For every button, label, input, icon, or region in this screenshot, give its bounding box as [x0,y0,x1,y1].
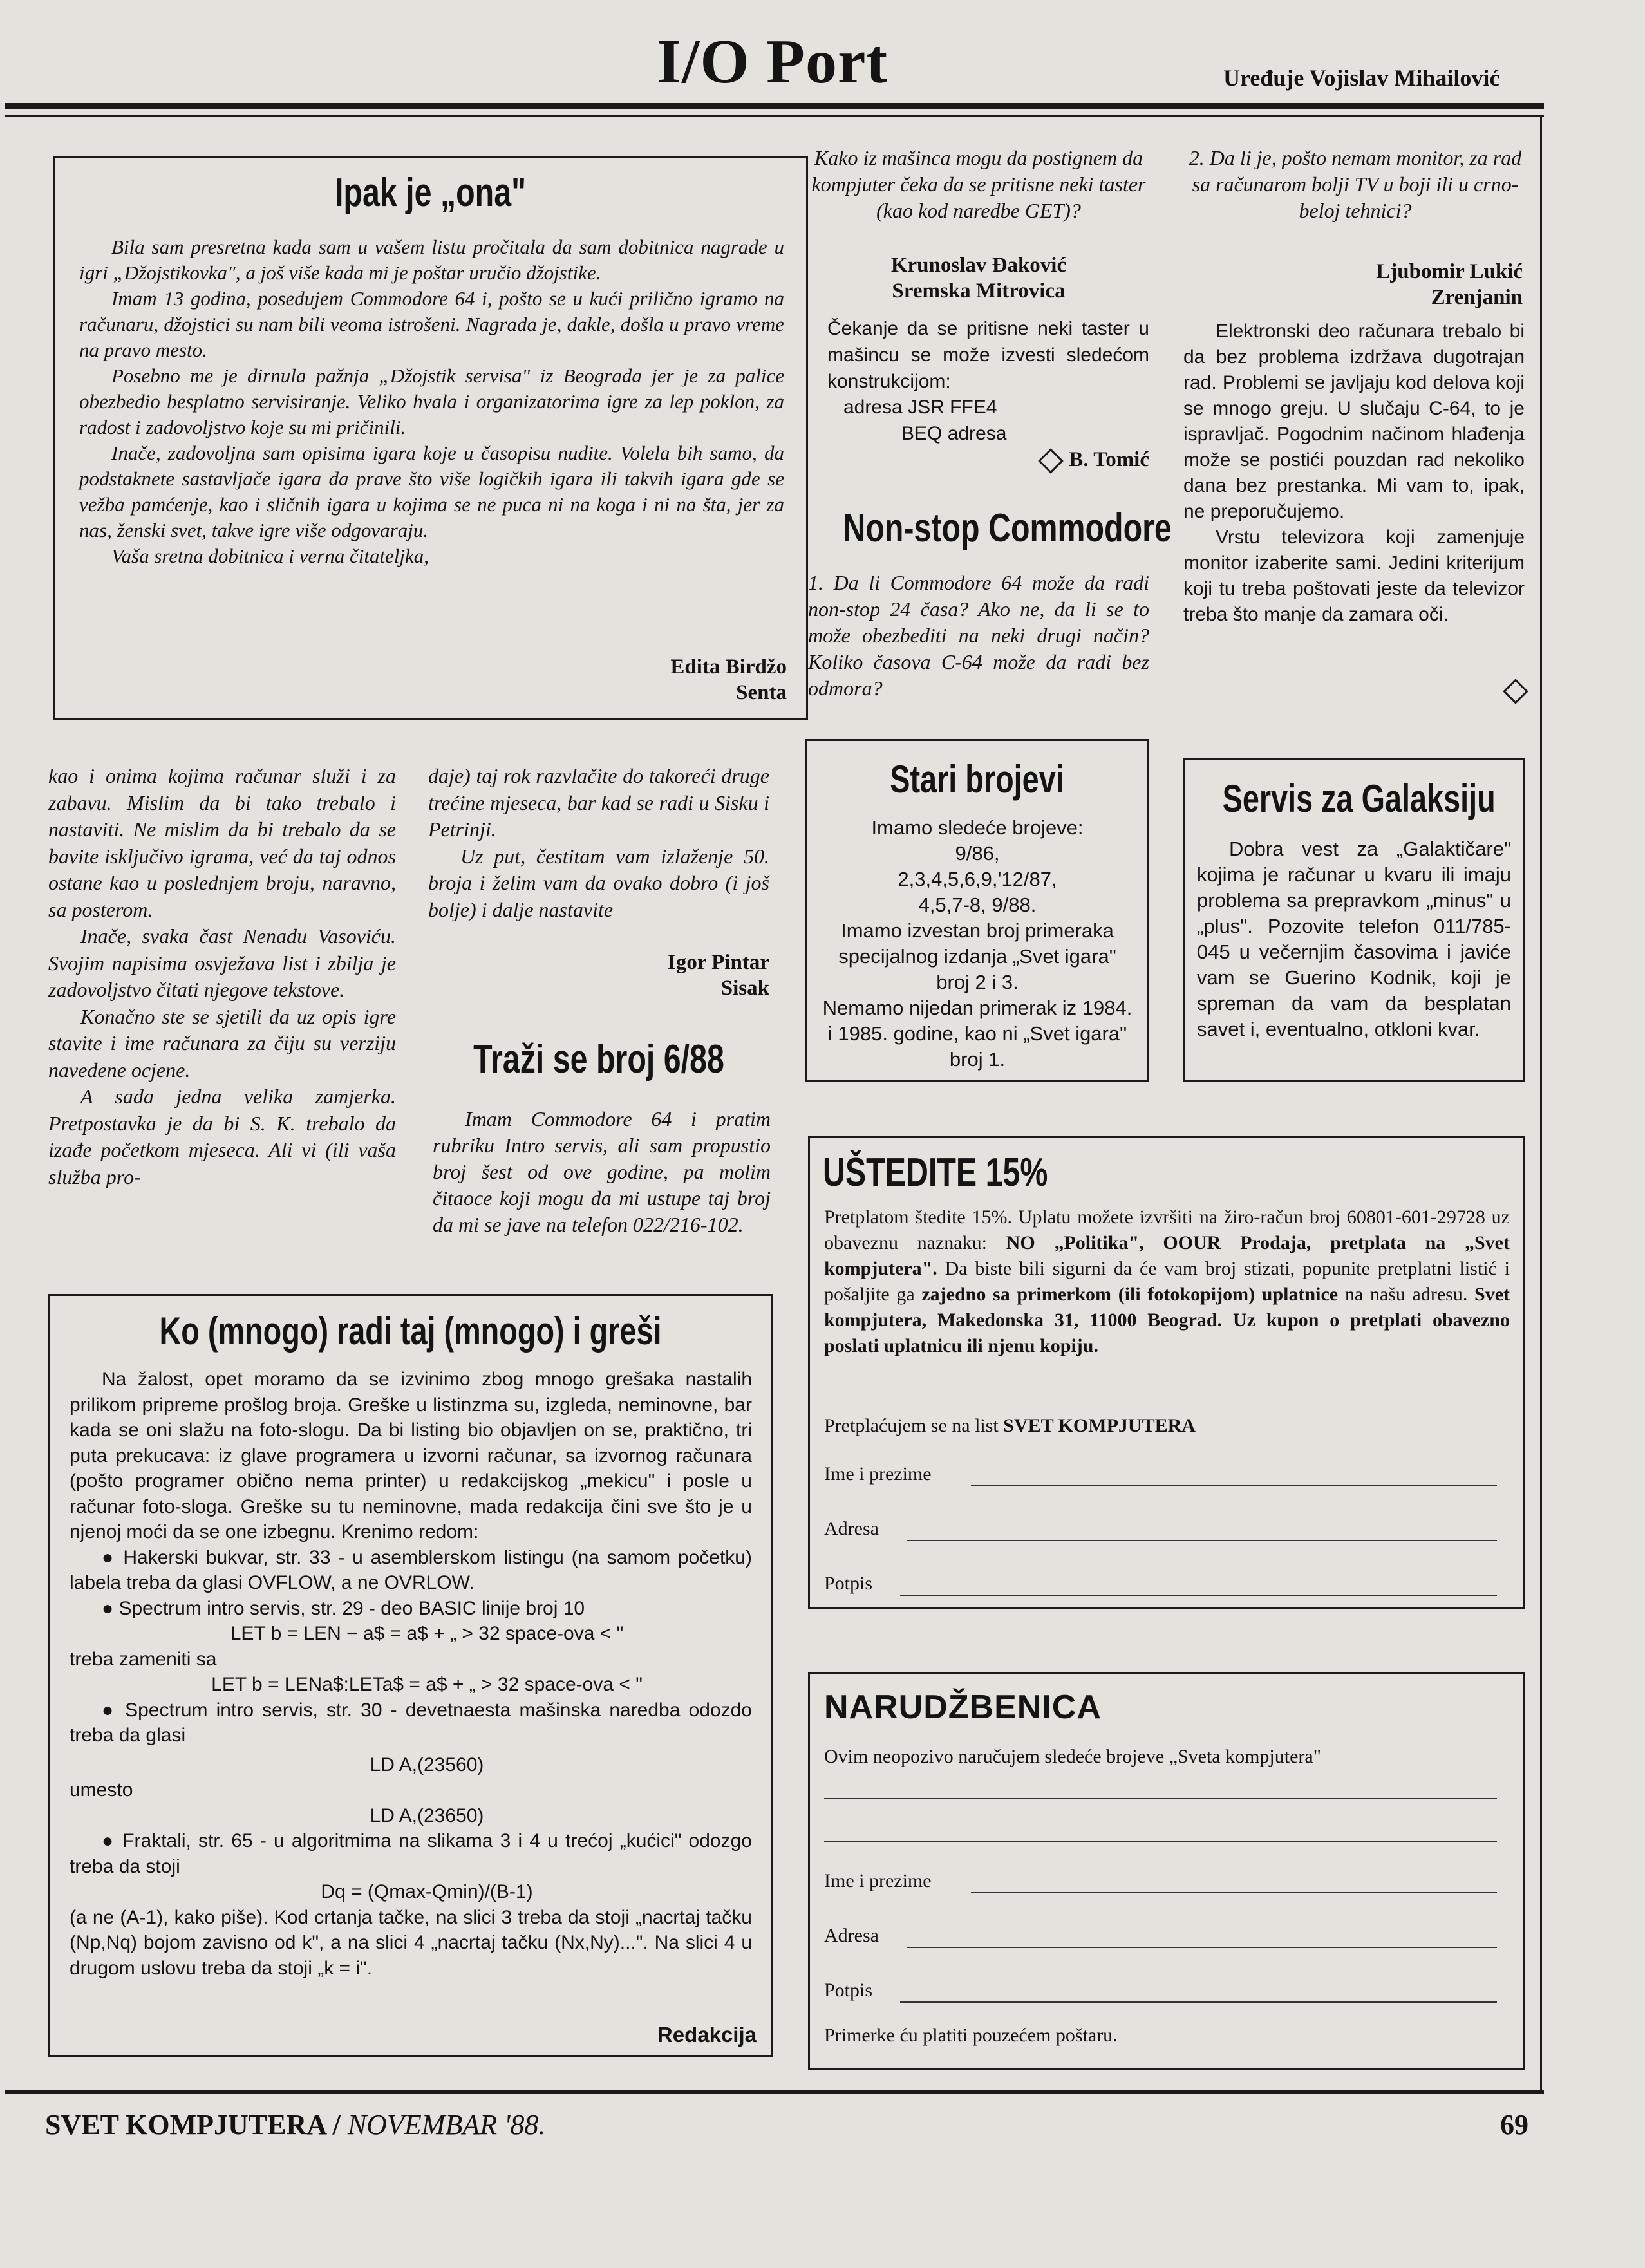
ustedite-body [824,1204,1510,1359]
paragraph: Inače, svaka čast Nenadu Vasoviću. Svojim napisima osvježava list i zbilja je zadovoljstvo čitati njegove tekstove. [48,924,396,1001]
item-text: Fraktali, str. 65 - u algoritmima na slikama 3 i 4 u trećoj „kućici" odozgo treba da stoji [70,1830,752,1877]
signature-name: Ljubomir Lukić [1376,260,1523,283]
masinac-answer: Čekanje da se pritisne neki taster u mašincu se može izvesti sledećom konstrukcijom: [827,318,1149,392]
signature-city: Senta [736,681,787,704]
bottom-rule [5,2090,1544,2094]
masinac-signature [805,252,1152,304]
trazi-body [433,1106,771,1238]
paragraph: Inače, zadovoljna sam opisima igara koje u časopisu nudite. Volela bih samo, da podstaknete sastavljače igara da prave što više logičkih igara ili takvih igara gde se vežba pamćenje, kao i sličnih igara u kojima se ne puca ni na koga i ni na šta, jer za nas, ženski svet, takve igre više odgovaraju. [79,442,784,541]
letter-ona-title: Ipak je „ona" [334,171,527,215]
nonstop-question-1: 1. Da li Commodore 64 može da radi non-stop 24 časa? Ako ne, da li se to može obezbediti na neki drugi način? Koliko časova C-64 može da radi bez odmora? [808,571,1149,700]
signature-name: Krunoslav Đaković [890,254,1067,277]
paragraph: Elektronski deo računara trebalo bi da bez problema izdržava dugotrajan rad. Problemi se javljaju kod delova koji se mnogo greju. U slučaju C-64, to je ispravljač. Pogodnim načinom hlađenja može se postići pouzdan rad nekoliko dana bez prestanka. Mi vam to, ipak, ne preporučujemo. [1183,321,1525,522]
top-rule-thin [5,115,1544,117]
narudzbenica-note: Primerke ću platiti pouzećem poštaru. [824,2025,1118,2046]
footer-issue: NOVEMBAR '88. [347,2109,546,2141]
text-line: 2,3,4,5,6,9,'12/87, [898,868,1057,890]
paragraph: daje) taj rok razvlačite do takoreći druge trećine mjeseca, bar kad se radi u Sisku i Petrinji. [428,764,769,841]
letter-ona-signature [670,654,787,706]
servis-title: Servis za Galaksiju [1222,777,1496,820]
text-line: treba zameniti sa [70,1648,217,1670]
nonstop-question-2: 2. Da li je, pošto nemam monitor, za rad sa računarom bolji TV u boji ili u crno-beloj tehnici? [1189,146,1522,222]
item-text: Spectrum intro servis, str. 29 - deo BASIC linije broj 10 [118,1597,585,1619]
field-label: Potpis [824,1980,873,2001]
signature-name: Edita Birdžo [670,655,787,679]
diamond-icon [1503,679,1528,704]
order-line[interactable] [824,1841,1497,1842]
nonstop-end [1507,682,1534,700]
code-line: LD A,(23650) [370,1804,484,1826]
code-line: LET b = LENa$:LETa$ = a$ + „ > 32 space-ova < " [211,1674,643,1695]
bold-span: Svet kompjutera, Makedonska 31, 11000 Beograd. Uz kupon o pretplati obavezno poslati uplatnicu ili njenu kopiju. [824,1284,1510,1356]
errata-signature: Redakcija [657,2023,757,2047]
letter-ona-body [79,234,784,569]
text-span: Pretplatom štedite 15%. Uplatu možete izvršiti na žiro-račun broj 60801-601-29728 uz obaveznu naznaku: [824,1206,1510,1253]
paragraph: A sada jedna velika zamjerka. Pretpostavka je da bi S. K. trebalo da izađe početkom mjeseca. Ali vi (ili vaša služba pro- [48,1085,396,1188]
bold-span: NO „Politika", OOUR Prodaja, pretplata na „Svet kompjutera". [824,1232,1510,1279]
paragraph: (a ne (A-1), kako piše). Kod crtanja tačke, na slici 3 treba da stoji „nacrtaj tačku (Np,Nq) bojom zavisno od k", a na slici 4 „nacrtaj tačku (Nx,Ny)...". Na slici 4 u drugom uslovu treba da stoji „k = i". [70,1906,752,1979]
bold-span: SVET KOMPJUTERA [1003,1415,1196,1436]
masinac-code-1: adresa JSR FFE4 [843,397,997,418]
field-line[interactable] [971,1892,1497,1893]
editor-credit: Uređuje Vojislav Mihailović [1223,65,1500,91]
field-label: Ime i prezime [824,1463,932,1485]
sisak-col-1 [48,763,396,1190]
signature-city: Sremska Mitrovica [892,279,1066,303]
signature-name: Igor Pintar [668,951,769,974]
masinac-code-2: BEQ adresa [901,423,1007,444]
text-span: Da biste bili sigurni da će vam broj stizati, popunite pretplatni listić i pošaljite ga [824,1258,1510,1305]
text-line: 4,5,7-8, 9/88. [918,894,1037,916]
top-rule [5,103,1544,109]
field-label: Adresa [824,1925,879,1946]
narudzbenica-title: NARUDŽBENICA [824,1689,1102,1726]
narudzbenica-box [808,1672,1525,2070]
order-line[interactable] [824,1798,1497,1799]
field-label: Adresa [824,1518,879,1539]
right-rule [1540,115,1542,2091]
ustedite-subscribe [824,1415,1196,1437]
paragraph: Vrstu televizora koji zamenjuje monitor izaberite sami. Jedini kriterijum koji tu treba poštovati jeste da televizor treba što manje da zamara oči. [1183,527,1525,625]
item-text: Spectrum intro servis, str. 30 - devetnaesta mašinska naredba odozdo treba da glasi [70,1699,752,1746]
text-line: 9/86, [955,842,1000,865]
field-label: Ime i prezime [824,1870,932,1891]
signature-city: Zrenjanin [1431,286,1523,309]
list-item: ● Spectrum intro servis, str. 30 - devetnaesta mašinska naredba odozdo treba da glasi [70,1699,752,1746]
field-line[interactable] [907,1540,1497,1541]
paragraph: kao i onima kojima računar služi i za zabavu. Mislim da bi tako trebalo i nastaviti. Ne mislim da bi trebalo da se bavite isključivo igrama, već da taj odnos ostane kao u poslednjem broju, naravno, sa posterom. [48,764,396,921]
ustedite-title: UŠTEDITE 15% [823,1150,1048,1195]
paragraph: Nemamo nijedan primerak iz 1984. i 1985. godine, kao ni „Svet igara" broj 1. [822,997,1133,1071]
paragraph: Na žalost, opet moramo da se izvinimo zbog mnogo grešaka nastalih prilikom pripreme prošlog broja. Greške u listinzma su, izgleda, neminovne, bar kada se oni slažu na foto-slogu. Da bi listing bio objavljen on se, praktično, tri puta prekucava: iz glave programera u izvorni računar, sa izvornog računara (pošto programer obično nema printer) u redakcijskog „mekicu" i posle u računar foto-sloga. Greške su tu neminovne, mada redakcija čini sve što je u njenoj moći da se one izbegnu. Krenimo redom: [70,1369,752,1542]
page-title: I/O Port [657,27,888,97]
footer-publication [45,2108,545,2141]
trazi-title: Traži se broj 6/88 [473,1037,724,1082]
field-line[interactable] [971,1485,1497,1486]
text-line: Imamo sledeće brojeve: [871,816,1084,839]
masinac-answer-signature [805,447,1149,473]
field-label: Potpis [824,1573,873,1594]
text-span: Pretplaćujem se na list [824,1415,999,1436]
footer-magazine: SVET KOMPJUTERA / [45,2109,341,2141]
paragraph: Posebno me je dirnula pažnja „Džojstik servisa" iz Beograda jer je za palice obezbedio besplatno servisiranje. Veliko hvala i organizatorima igre za lep poklon, za radost i zadovoljstvo koje su mi pričinili. [79,364,784,438]
bold-span: zajedno sa primerkom (ili fotokopijom) uplatnice [921,1284,1339,1305]
text-span: na našu adresu. [1344,1284,1468,1305]
item-text: Hakerski bukvar, str. 33 - u asemblerskom listingu (na samom početku) labela treba da glasi OVFLOW, a ne OVRLOW. [70,1546,752,1593]
field-line[interactable] [900,1595,1497,1596]
stari-body [820,815,1135,1073]
list-item: ● Hakerski bukvar, str. 33 - u asemblerskom listingu (na samom početku) labela treba da glasi OVFLOW, a ne OVRLOW. [70,1546,752,1593]
formula: Dq = (Qmax-Qmin)/(B-1) [321,1881,533,1902]
errata-body [70,1367,752,1981]
sisak-col-2 [428,763,769,923]
paragraph: Uz put, čestitam vam izlaženje 50. broja i želim vam da ovako dobro (i još bolje) i dalje nastavite [428,844,769,921]
paragraph: Vaša sretna dobitnica i verna čitateljka, [111,545,429,567]
paragraph: Imam 13 godina, posedujem Commodore 64 i, pošto se u kući prilično igramo na računaru, džojstici su nam bili veoma istrošeni. Nagrada je, dakle, došla u pravo vreme na pravo mesto. [79,287,784,361]
code-line: LD A,(23560) [370,1754,484,1776]
paragraph: Dobra vest za „Galaktičare" kojima je računar u kvaru ili imaju problema sa prepravkom „minus" u „plus". Pozovite telefon 011/785-045 u večernjim časovima i javiće vam se Guerino Kodnik, koji je spreman da vam da besplatan savet i, eventualno, otkloni kvar. [1197,838,1511,1040]
paragraph: Konačno ste se sjetili da uz opis igre stavite i ime računara za čiju su verziju navedene ocjene. [48,1004,396,1082]
nonstop-title: Non-stop Commodore [843,506,1172,550]
paragraph: Imamo izvestan broj primeraka specijalnog izdanja „Svet igara" broj 2 i 3. [838,919,1116,993]
paragraph: Bila sam presretna kada sam u vašem listu pročitala da sam dobitnica nagrade u igri „Džojstikovka", a još više kada mi je poštar uručio džojstike. [79,236,784,284]
diamond-icon [1038,449,1064,474]
list-item: ● Spectrum intro servis, str. 29 - deo BASIC linije broj 10 [102,1597,585,1619]
ustedite-box [808,1136,1525,1609]
narudzbenica-intro: Ovim neopozivo naručujem sledeće brojeve „Sveta kompjutera" [824,1746,1321,1767]
field-line[interactable] [907,1947,1497,1948]
list-item: ● Fraktali, str. 65 - u algoritmima na slikama 3 i 4 u trećoj „kućici" odozgo treba da stoji [70,1830,752,1877]
sisak-signature [428,950,769,1001]
masinac-question: Kako iz mašinca mogu da postignem da kompjuter čeka da se pritisne neki taster (kao kod naredbe GET)? [811,146,1146,222]
page-number: 69 [1500,2109,1528,2141]
paragraph: Imam Commodore 64 i pratim rubriku Intro servis, ali sam propustio broj šest od ove godine, pa molim čitaoce koji mogu da mi ustupe taj broj da mi se jave na telefon 022/216-102. [433,1107,771,1236]
stari-title: Stari brojevi [890,758,1064,801]
signature-name: B. Tomić [1069,448,1149,471]
stari-box [805,739,1149,1082]
code-line: LET b = LEN − a$ = a$ + „ > 32 space-ova < " [230,1623,624,1644]
servis-box [1183,758,1525,1082]
nonstop-answer [1183,319,1525,628]
errata-box [48,1294,773,2057]
servis-body [1197,836,1511,1042]
letter-ona-box [53,156,808,720]
signature-city: Sisak [720,977,769,1000]
nonstop-signature [1181,259,1523,310]
field-line[interactable] [900,2001,1497,2003]
text-line: umesto [70,1779,133,1801]
errata-title: Ko (mnogo) radi taj (mnogo) i greši [159,1309,662,1353]
